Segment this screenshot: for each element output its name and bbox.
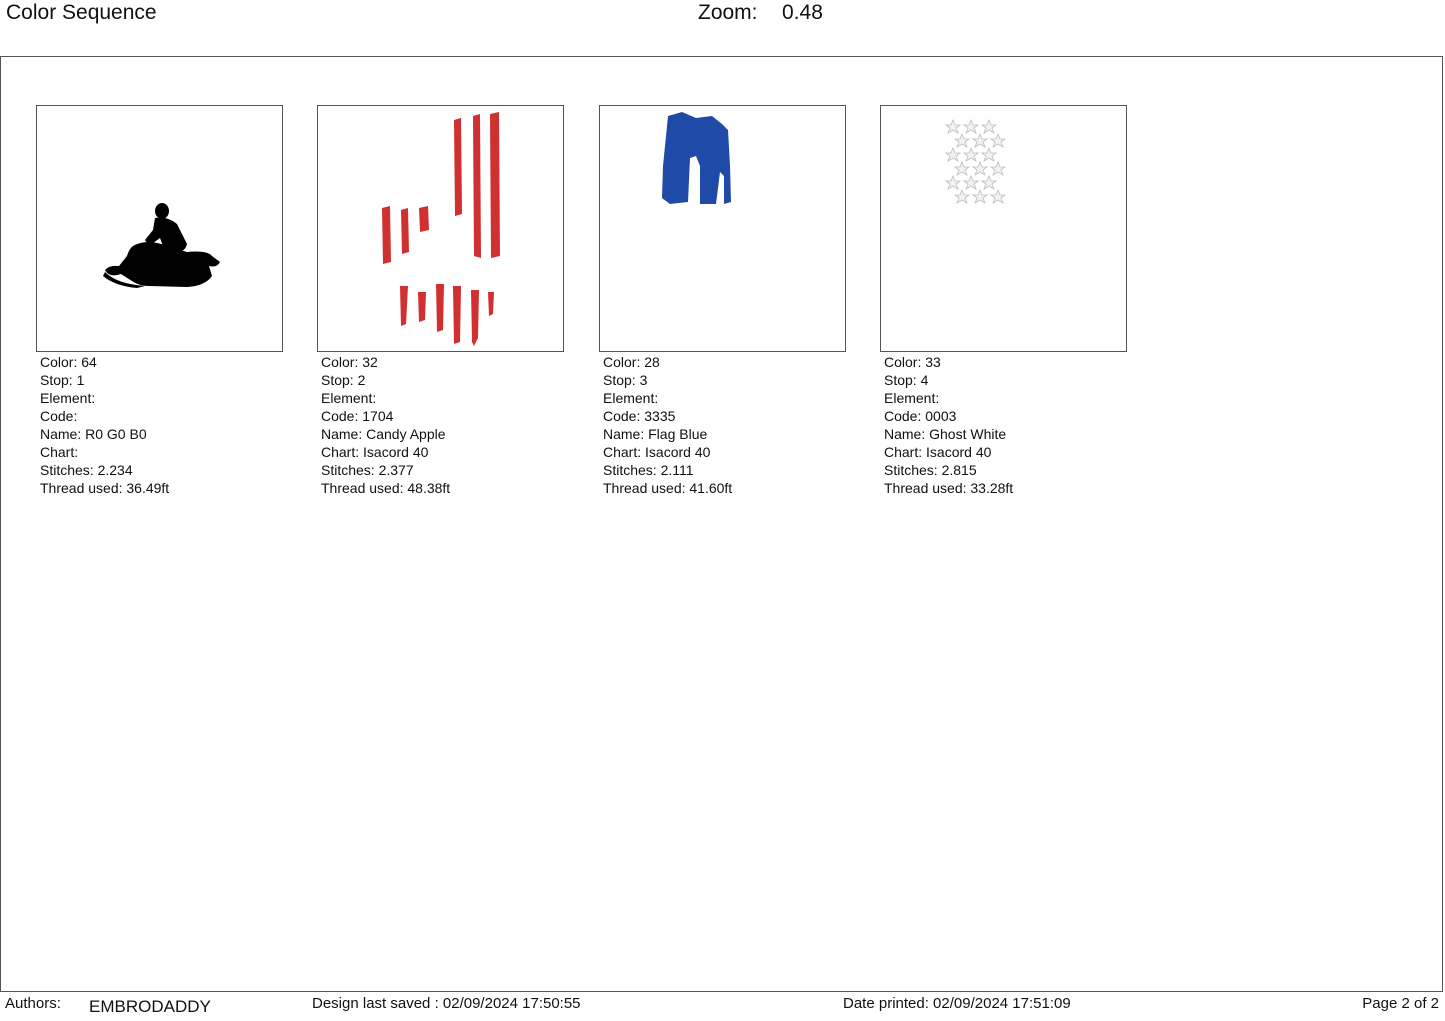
thread-used: Thread used: 33.28ft (884, 480, 1014, 496)
stitches-count: Stitches: 2.377 (321, 462, 414, 478)
color-thumbnail (317, 105, 564, 352)
color-number: Color: 32 (321, 354, 378, 370)
code-field: Code: 0003 (884, 408, 957, 424)
thread-used: Thread used: 41.60ft (603, 480, 733, 496)
color-card-1 (36, 105, 283, 497)
page-title: Color Sequence (6, 1, 157, 24)
date-printed: Date printed: 02/09/2024 17:51:09 (843, 995, 1071, 1012)
stitches-count: Stitches: 2.111 (603, 462, 694, 478)
chart-field: Chart: (40, 444, 79, 460)
stop-number: Stop: 3 (603, 372, 648, 388)
color-thumbnail (36, 105, 283, 352)
zoom-value: 0.48 (782, 1, 823, 24)
color-number: Color: 33 (884, 354, 941, 370)
stop-number: Stop: 4 (884, 372, 929, 388)
element-field: Element: (603, 390, 659, 406)
red-flag-stripes-icon (318, 106, 563, 351)
thread-name: Name: R0 G0 B0 (40, 426, 147, 442)
authors-value: EMBRODADDY (89, 997, 211, 1016)
chart-field: Chart: Isacord 40 (884, 444, 992, 460)
color-card-2 (317, 105, 564, 497)
color-thumbnail (599, 105, 846, 352)
color-card-4 (880, 105, 1127, 497)
color-card-3 (599, 105, 846, 497)
stop-number: Stop: 1 (40, 372, 85, 388)
thread-name: Name: Flag Blue (603, 426, 708, 442)
report-footer (0, 993, 1445, 1021)
stitches-count: Stitches: 2.234 (40, 462, 133, 478)
color-thumbnail (880, 105, 1127, 352)
thread-used: Thread used: 48.38ft (321, 480, 451, 496)
thread-name: Name: Ghost White (884, 426, 1007, 442)
thread-used: Thread used: 36.49ft (40, 480, 170, 496)
stitches-count: Stitches: 2.815 (884, 462, 977, 478)
color-number: Color: 64 (40, 354, 97, 370)
snowmobile-silhouette-icon (37, 106, 282, 351)
report-header (0, 0, 1445, 56)
element-field: Element: (321, 390, 377, 406)
color-number: Color: 28 (603, 354, 660, 370)
stop-number: Stop: 2 (321, 372, 366, 388)
element-field: Element: (884, 390, 940, 406)
code-field: Code: (40, 408, 78, 424)
chart-field: Chart: Isacord 40 (603, 444, 711, 460)
page-number: Page 2 of 2 (1362, 995, 1439, 1012)
code-field: Code: 1704 (321, 408, 394, 424)
chart-field: Chart: Isacord 40 (321, 444, 429, 460)
element-field: Element: (40, 390, 96, 406)
zoom-label: Zoom: (698, 1, 758, 24)
thread-name: Name: Candy Apple (321, 426, 446, 442)
blue-flag-field-icon (600, 106, 845, 351)
design-last-saved: Design last saved : 02/09/2024 17:50:55 (312, 995, 581, 1012)
authors-label: Authors: (5, 995, 61, 1012)
white-stars-field-icon (881, 106, 1126, 351)
code-field: Code: 3335 (603, 408, 676, 424)
